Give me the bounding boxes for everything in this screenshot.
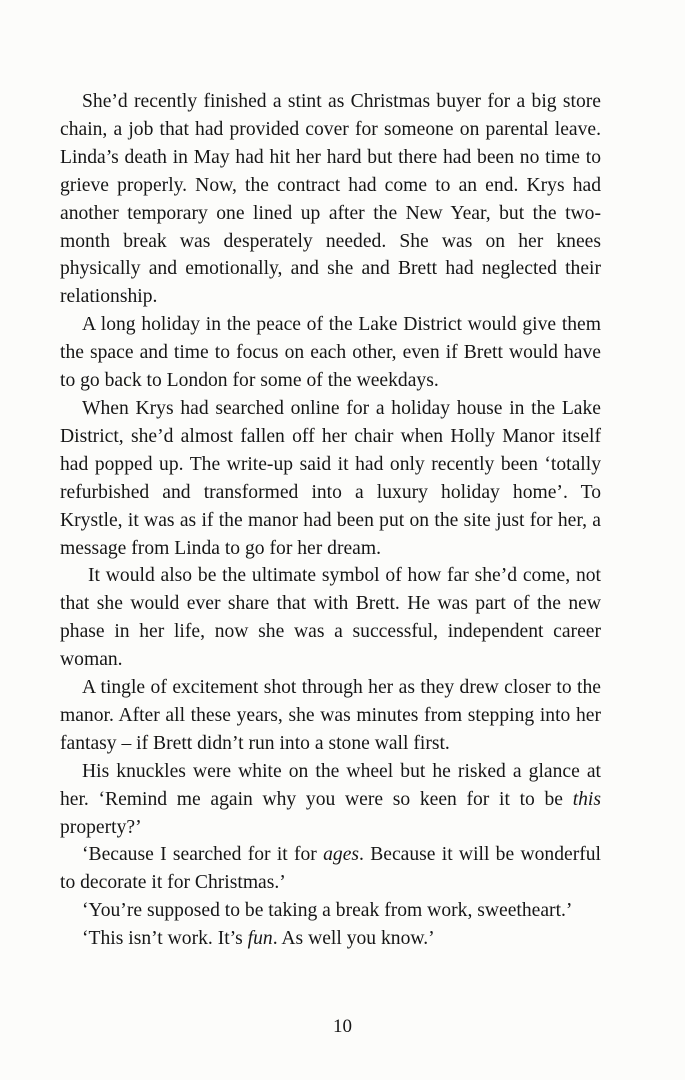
paragraph-9-text-before: ‘This isn’t work. It’s (82, 928, 248, 950)
paragraph-8: ‘You’re supposed to be taking a break from work, sweetheart.’ (82, 900, 573, 922)
paragraph-4: It would also be the ultimate symbol of how far she’d come, not that she would ever share that with Brett. He was part of the new phase in her life, now she was a successful, independent career woman. (60, 565, 601, 671)
paragraph-1: She’d recently finished a stint as Christmas buyer for a big store chain, a job that had provided cover for someone on parental leave. Linda’s death in May had hit her hard but there had been no time to grieve properly. Now, the contract had come to an end. Krys had another temporary one lined up after the New Year, but the two-month break was desperately needed. She was on her knees physically and emotionally, and she and Brett had neglected their relationship. (60, 91, 601, 308)
paragraph-7-text-after: . Because it will be wonderful to decorate it for Christmas.’ (60, 844, 601, 894)
paragraph-6 (60, 758, 601, 842)
paragraph-6-text-after: property?’ (60, 816, 142, 838)
paragraph-2: A long holiday in the peace of the Lake District would give them the space and time to focus on each other, even if Brett would have to go back to London for some of the weekdays. (60, 314, 601, 392)
paragraph-7-italic: ages (323, 844, 360, 866)
paragraph-9-italic: fun (247, 928, 273, 950)
paragraph-9 (60, 925, 601, 953)
paragraph-5: A tingle of excitement shot through her as they drew closer to the manor. After all these years, she was minutes from stepping into her fantasy – if Brett didn’t run into a stone wall first. (60, 677, 601, 754)
paragraph-6-italic: this (572, 788, 601, 810)
page-number: 10 (333, 1016, 352, 1037)
paragraph-9-text-after: . As well you know.’ (272, 928, 435, 950)
paragraph-3: When Krys had searched online for a holiday house in the Lake District, she’d almost fallen off her chair when Holly Manor itself had popped up. The write-up said it had only recently been ‘totally refurbished and transformed into a luxury holiday home’. To Krystle, it was as if the manor had been put on the site just for her, a message from Linda to go for her dream. (60, 397, 601, 559)
paragraph-6-text-before: His knuckles were white on the wheel but he risked a glance at her. ‘Remind me again why you were so keen for it to be (60, 760, 601, 810)
paragraph-7 (60, 841, 601, 897)
paragraph-7-text-before: ‘Because I searched for it for (82, 844, 324, 866)
